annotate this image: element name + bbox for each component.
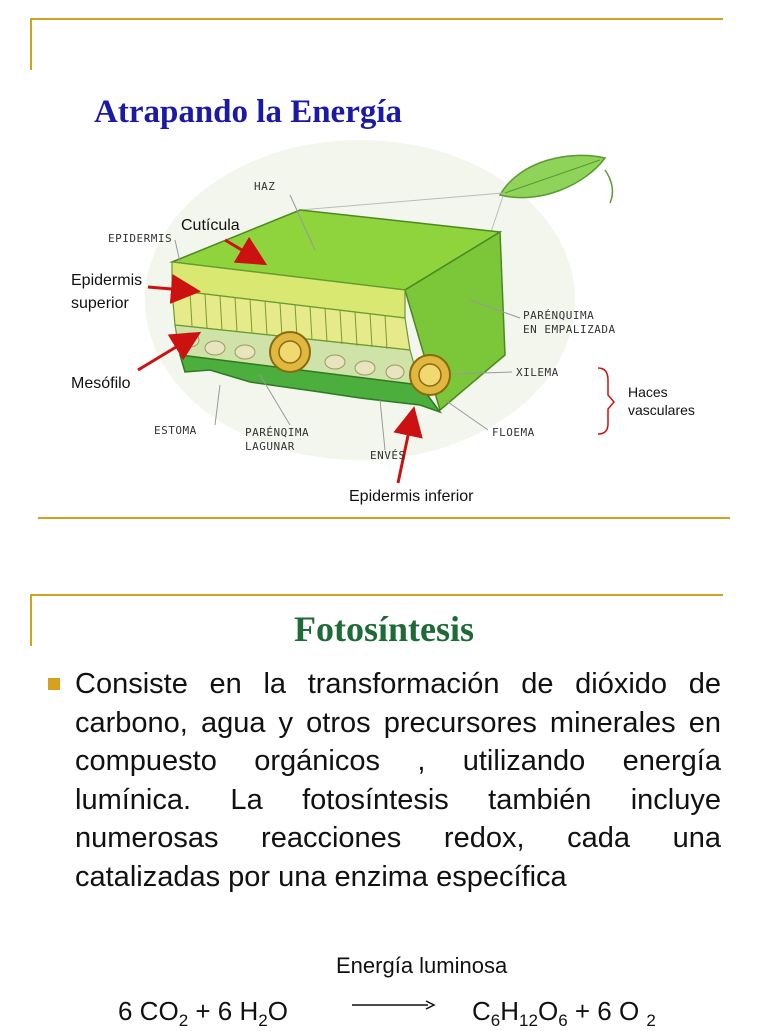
eq-o-sub: 6 (558, 1011, 568, 1031)
eq-c-sub: 6 (490, 1011, 501, 1031)
eq-o: O (537, 996, 559, 1026)
equation-reactants (118, 996, 288, 1031)
eq-h: H (500, 996, 520, 1026)
eq-h2o-o: O (267, 996, 288, 1026)
eq-co2-sub: 2 (178, 1011, 189, 1031)
label-epidermis-inferior: Epidermis inferior (349, 488, 474, 505)
diagram-label-parenquima-empalizada-1: PARÉNQUIMA (523, 309, 595, 322)
label-epidermis-superior-1: Epidermis (71, 272, 143, 289)
eq-o2-sub: 2 (646, 1011, 656, 1031)
eq-h-sub: 12 (519, 1011, 538, 1031)
diagram-label-epidermis: EPIDERMIS (108, 232, 173, 245)
fotosintesis-paragraph: Consiste en la transformación de dióxido de carbono, agua y otros precursores minerales en compuesto orgánicos , utilizando energía lumínica. La fotosíntesis también incluye numerosas reacciones redox, cada una catalizadas por una enzima específica (75, 668, 721, 893)
slide-title-fotosintesis: Fotosíntesis (294, 609, 474, 649)
bullet-square-icon (48, 678, 60, 690)
label-epidermis-superior-2: superior (71, 295, 129, 312)
diagram-label-floema: FLOEMA (492, 426, 535, 439)
eq-plus-h2o: + 6 H (188, 996, 259, 1026)
slide-title-energia: Atrapando la Energía (94, 94, 403, 130)
diagram-label-parenquima-lagunar-1: PARÉNQIMA (245, 426, 310, 439)
diagram-label-parenquima-lagunar-2: LAGUNAR (245, 440, 295, 453)
label-cuticula: Cutícula (181, 217, 240, 234)
label-haces-2: vasculares (628, 402, 695, 418)
eq-c: C (472, 996, 491, 1026)
diagram-label-parenquima-empalizada-2: EN EMPALIZADA (523, 323, 616, 336)
diagram-label-enves: ENVÉS (370, 449, 406, 462)
diagram-label-estoma: ESTOMA (154, 424, 197, 437)
diagram-label-haz: HAZ (254, 180, 276, 193)
eq-co2-coef: 6 CO (118, 996, 179, 1026)
equation-arrow (348, 998, 438, 1012)
eq-h2o-sub: 2 (258, 1011, 268, 1031)
eq-plus-o2: + 6 O (567, 996, 647, 1026)
second-slide-top-rule (30, 594, 723, 596)
label-mesofilo: Mesófilo (71, 375, 131, 392)
diagram-label-xilema: XILEMA (516, 366, 559, 379)
equation-products (472, 996, 656, 1031)
label-haces-1: Haces (628, 384, 668, 400)
equation-label: Energía luminosa (336, 953, 508, 978)
